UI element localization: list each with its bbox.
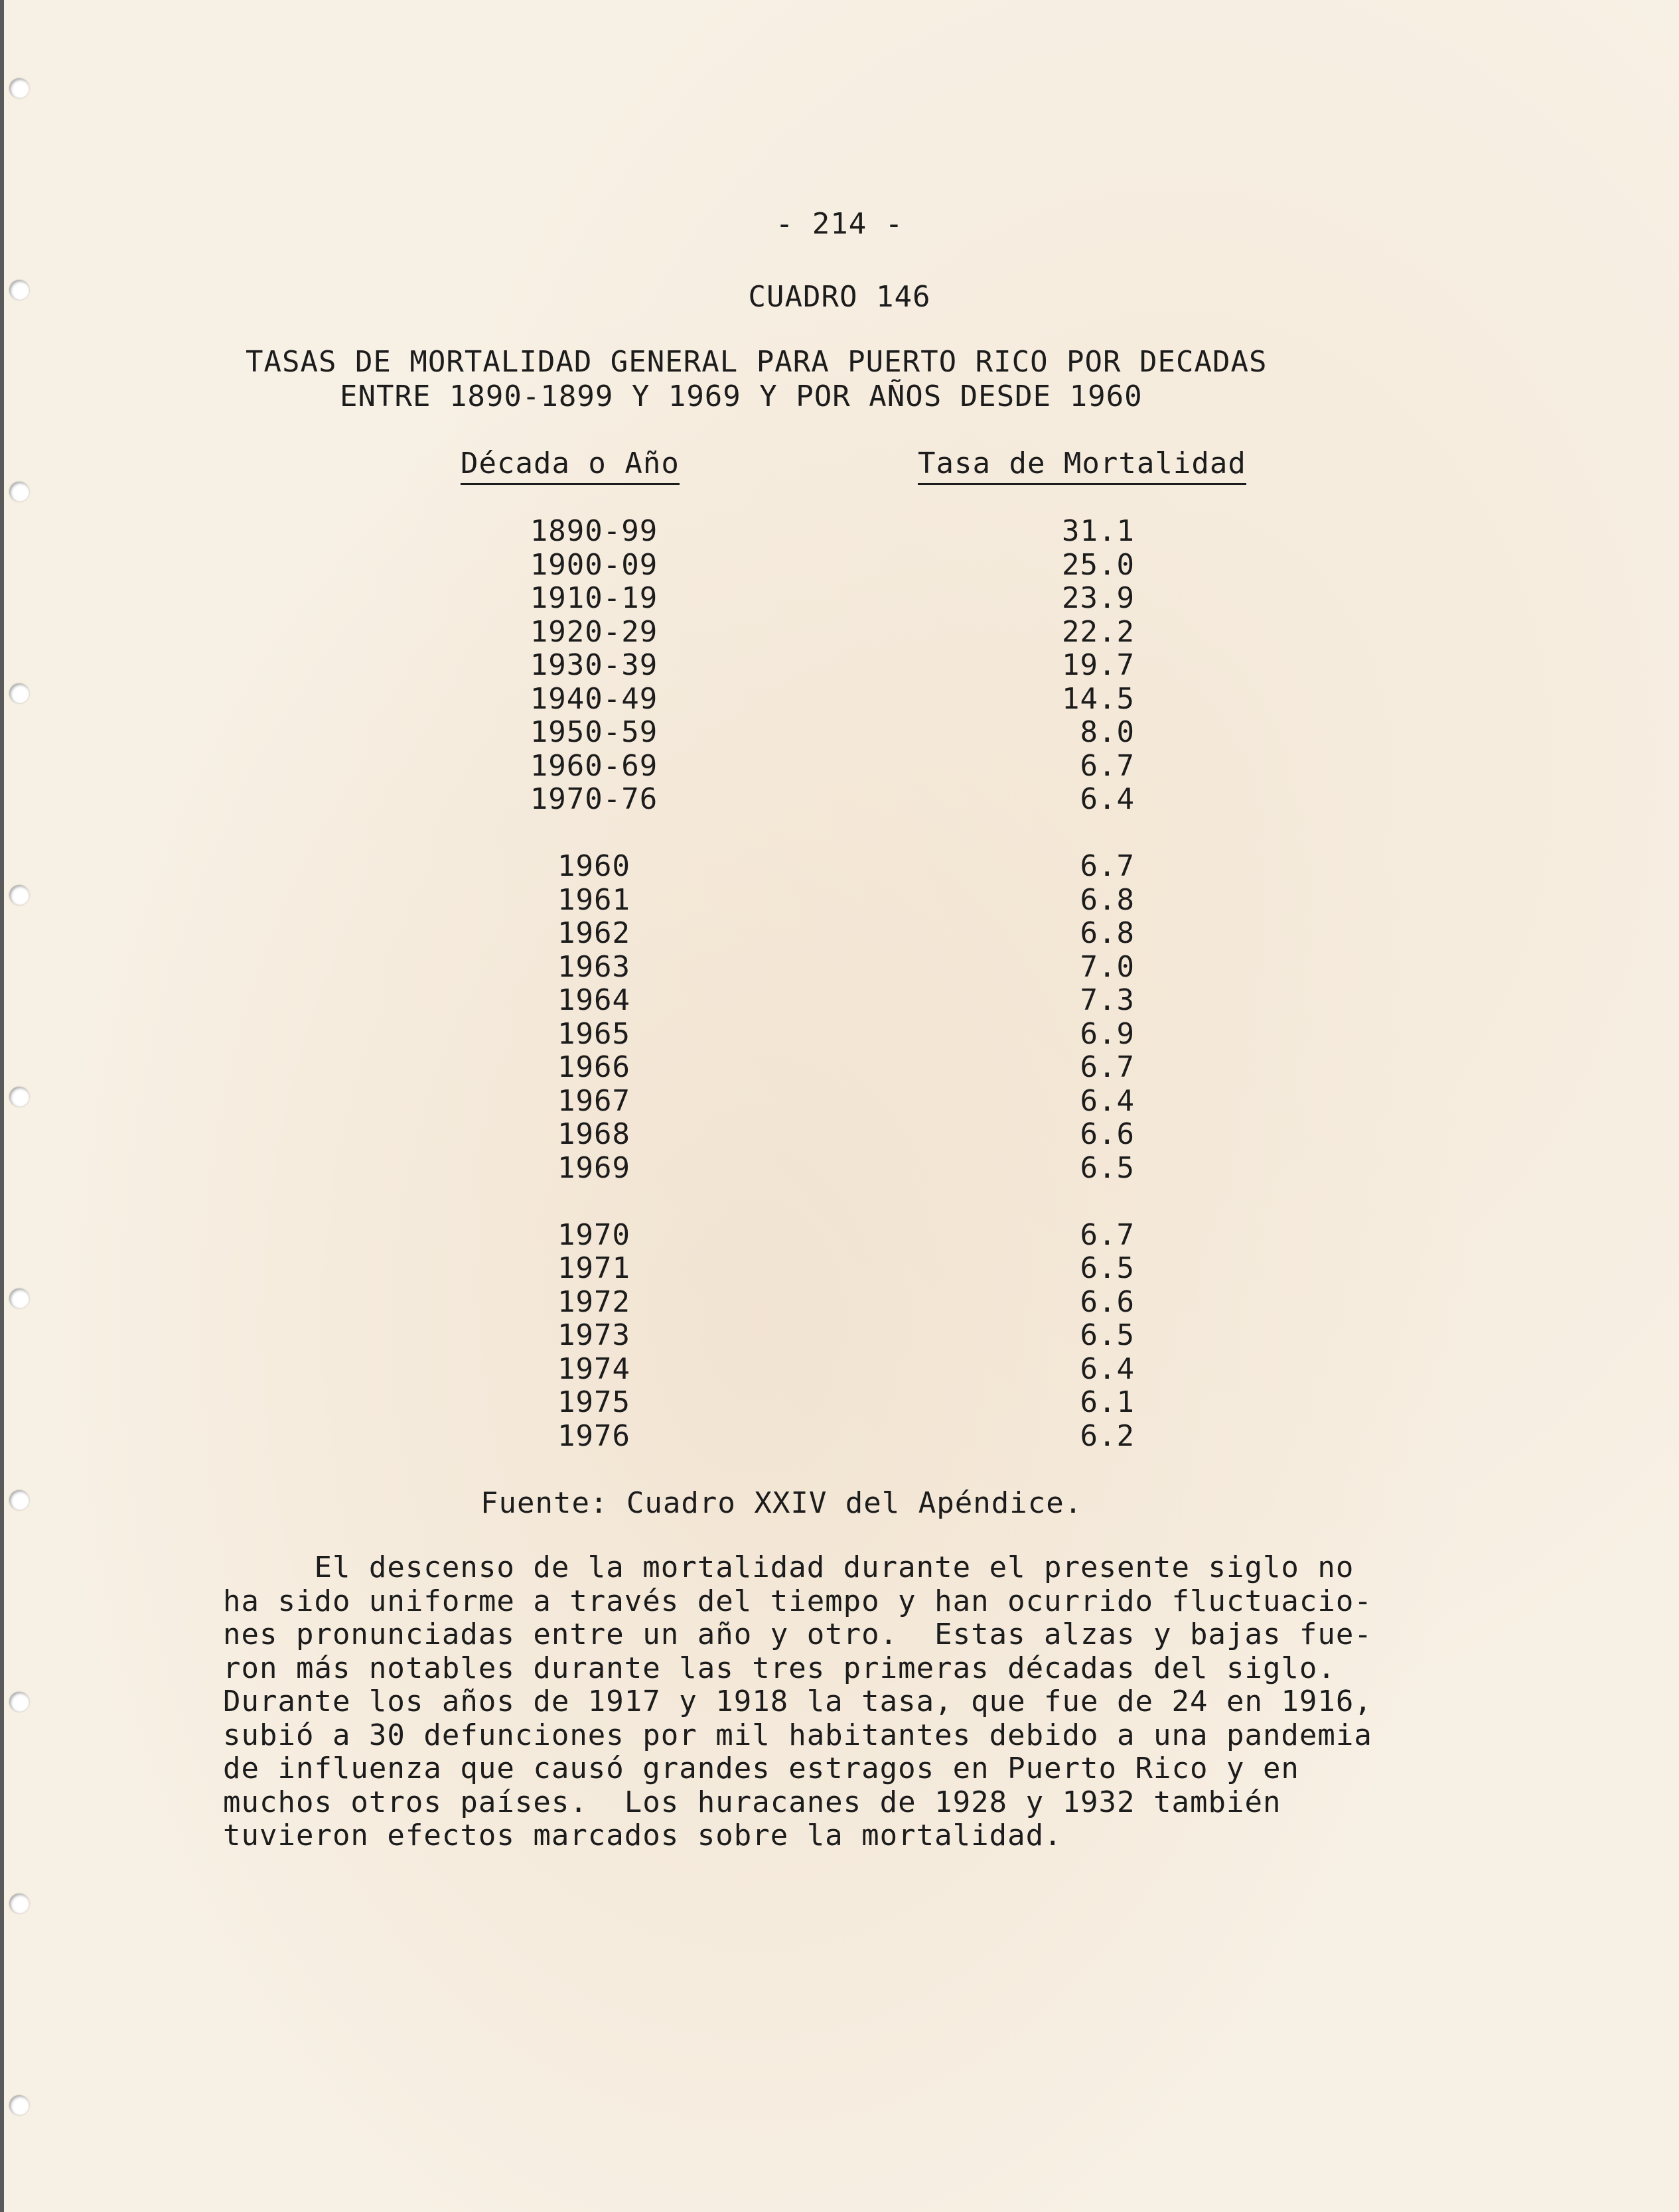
table-row [0, 615, 1679, 648]
rate-cell: 8.0 [1080, 715, 1135, 749]
rate-cell: 31.1 [1062, 514, 1135, 548]
rate-cell: 6.7 [1080, 1050, 1135, 1084]
table-row [0, 883, 1679, 916]
period-cell: 1970 [557, 1217, 630, 1252]
period-cell: 1964 [557, 983, 630, 1017]
binder-hole [9, 482, 29, 502]
page-number: - 214 - [775, 207, 904, 241]
table-row [0, 1385, 1679, 1418]
table-title-line-2: ENTRE 1890-1899 Y 1969 Y POR AÑOS DESDE 1960 [340, 380, 1143, 413]
table-row [0, 1419, 1679, 1452]
period-cell: 1975 [557, 1385, 630, 1419]
period-cell: 1968 [557, 1117, 630, 1151]
rate-cell: 6.1 [1080, 1385, 1135, 1419]
period-cell: 1890-99 [530, 514, 658, 548]
paragraph-line: ha sido uniforme a través del tiempo y han ocurrido fluctuacio- [223, 1584, 1372, 1618]
rate-cell: 6.7 [1080, 748, 1135, 783]
rate-cell: 22.2 [1062, 614, 1135, 649]
table-row [0, 1050, 1679, 1083]
rate-cell: 6.8 [1080, 916, 1135, 950]
period-cell: 1920-29 [530, 614, 658, 649]
rate-cell: 6.6 [1080, 1284, 1135, 1319]
table-row [0, 514, 1679, 547]
binder-hole [9, 2095, 29, 2115]
rate-cell: 7.0 [1080, 949, 1135, 984]
binder-hole [9, 1692, 29, 1712]
period-cell: 1963 [557, 949, 630, 984]
paragraph-line: muchos otros países. Los huracanes de 1928 y 1932 también [223, 1785, 1281, 1819]
table-row [0, 1017, 1679, 1050]
rate-cell: 25.0 [1062, 547, 1135, 582]
rate-cell: 23.9 [1062, 581, 1135, 615]
period-cell: 1973 [557, 1318, 630, 1352]
paragraph-line: El descenso de la mortalidad durante el presente siglo no [223, 1551, 1354, 1584]
table-row [0, 749, 1679, 782]
table-row [0, 1218, 1679, 1251]
table-row [0, 1117, 1679, 1150]
rate-cell: 6.5 [1080, 1251, 1135, 1285]
binder-hole [9, 1490, 29, 1510]
table-label: CUADRO 146 [748, 280, 931, 314]
rate-cell: 6.2 [1080, 1418, 1135, 1453]
period-cell: 1910-19 [530, 581, 658, 615]
rate-cell: 6.4 [1080, 1083, 1135, 1118]
paragraph-line: de influenza que causó grandes estragos en Puerto Rico y en [223, 1752, 1299, 1785]
table-row [0, 715, 1679, 748]
table-row [0, 950, 1679, 983]
period-cell: 1960-69 [530, 748, 658, 783]
period-cell: 1969 [557, 1150, 630, 1185]
table-row [0, 648, 1679, 681]
rate-cell: 7.3 [1080, 983, 1135, 1017]
table-row [0, 1318, 1679, 1351]
period-cell: 1930-39 [530, 648, 658, 682]
rate-cell: 6.7 [1080, 849, 1135, 883]
period-cell: 1966 [557, 1050, 630, 1084]
rate-cell: 14.5 [1062, 681, 1135, 716]
paragraph-line: ron más notables durante las tres primeras décadas del siglo. [223, 1651, 1336, 1685]
period-cell: 1970-76 [530, 782, 658, 816]
table-title-line-1: TASAS DE MORTALIDAD GENERAL PARA PUERTO RICO POR DECADAS [246, 345, 1268, 379]
rate-cell: 19.7 [1062, 648, 1135, 682]
paragraph-line: nes pronunciadas entre un año y otro. Estas alzas y bajas fue- [223, 1618, 1372, 1651]
table-row [0, 983, 1679, 1016]
table-row [0, 548, 1679, 581]
table-row [0, 916, 1679, 949]
table-row [0, 1285, 1679, 1318]
period-cell: 1900-09 [530, 547, 658, 582]
table-row [0, 1151, 1679, 1184]
period-cell: 1976 [557, 1418, 630, 1453]
binder-hole [9, 1894, 29, 1913]
period-cell: 1967 [557, 1083, 630, 1118]
binder-hole [9, 78, 29, 98]
paragraph-line: subió a 30 defunciones por mil habitantes debido a una pandemia [223, 1718, 1372, 1752]
paragraph-line: tuvieron efectos marcados sobre la mortalidad. [223, 1819, 1062, 1852]
column-header-rate: Tasa de Mortalidad [918, 447, 1246, 485]
table-source: Fuente: Cuadro XXIV del Apéndice. [480, 1486, 1083, 1520]
period-cell: 1965 [557, 1016, 630, 1051]
table-row [0, 849, 1679, 882]
period-cell: 1971 [557, 1251, 630, 1285]
rate-cell: 6.7 [1080, 1217, 1135, 1252]
table-row [0, 1251, 1679, 1284]
period-cell: 1972 [557, 1284, 630, 1319]
period-cell: 1961 [557, 882, 630, 917]
table-row [0, 1084, 1679, 1117]
rate-cell: 6.5 [1080, 1150, 1135, 1185]
rate-cell: 6.4 [1080, 782, 1135, 816]
period-cell: 1950-59 [530, 715, 658, 749]
rate-cell: 6.9 [1080, 1016, 1135, 1051]
rate-cell: 6.8 [1080, 882, 1135, 917]
table-row [0, 782, 1679, 815]
column-header-period: Década o Año [461, 447, 680, 485]
rate-cell: 6.6 [1080, 1117, 1135, 1151]
table-row [0, 1352, 1679, 1385]
body-paragraph [223, 1551, 1484, 1853]
period-cell: 1974 [557, 1351, 630, 1386]
paragraph-line: Durante los años de 1917 y 1918 la tasa, que fue de 24 en 1916, [223, 1685, 1372, 1718]
table-row [0, 581, 1679, 614]
period-cell: 1960 [557, 849, 630, 883]
period-cell: 1940-49 [530, 681, 658, 716]
period-cell: 1962 [557, 916, 630, 950]
rate-cell: 6.5 [1080, 1318, 1135, 1352]
table-row [0, 682, 1679, 715]
rate-cell: 6.4 [1080, 1351, 1135, 1386]
